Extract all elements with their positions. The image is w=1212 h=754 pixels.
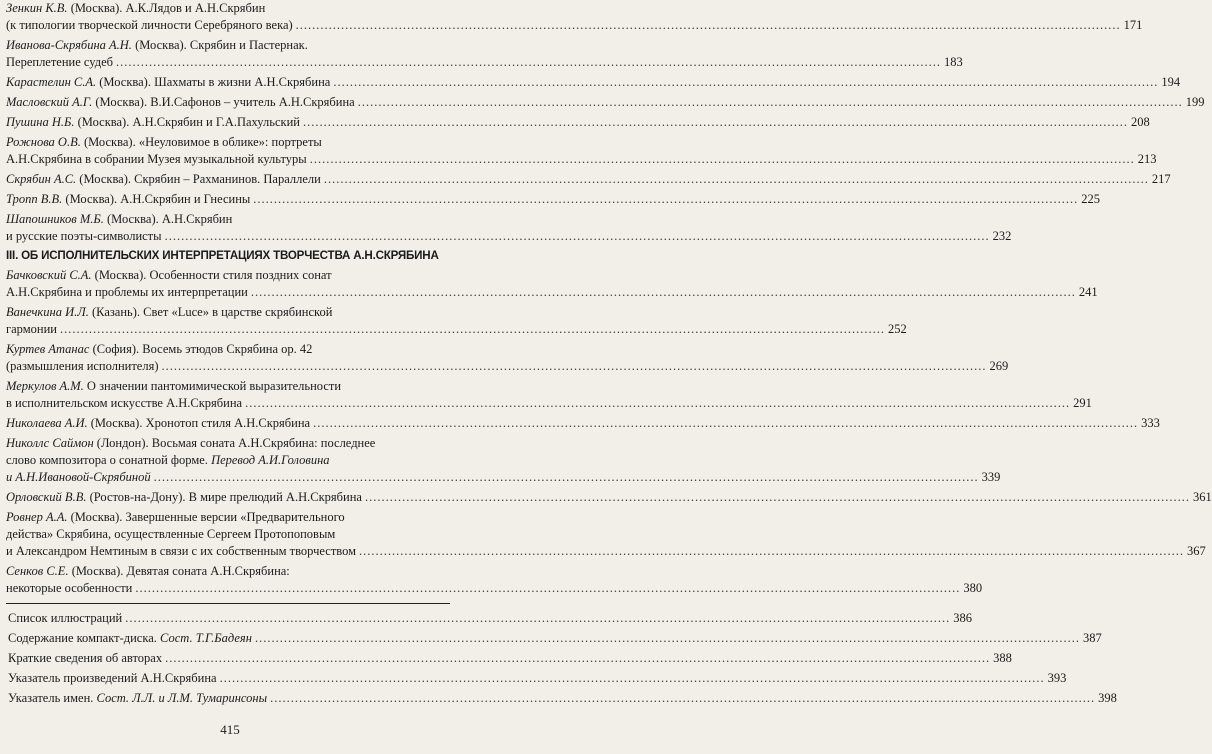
entry-page-number: 199 [1185,95,1205,109]
dot-leader [154,469,979,486]
entry-author: Рожнова О.В. [6,135,81,149]
toc-entry-line [6,284,1098,301]
toc-entry [6,94,1205,111]
toc-entry [6,690,1117,707]
dot-leader [161,358,986,375]
entry-title: (Москва). В.И.Сафонов – учитель А.Н.Скрябина [92,95,355,109]
toc-entry [6,304,907,338]
entry-page-number: 386 [953,611,972,625]
entry-title: (к типологии творческой личности Серебряного века) [6,18,293,32]
toc-entry-line [6,151,1157,168]
toc-entry-line [6,630,1102,647]
section-heading: III. ОБ ИСПОЛНИТЕЛЬСКИХ ИНТЕРПРЕТАЦИЯХ ТВОРЧЕСТВА А.Н.СКРЯБИНА [6,249,439,262]
toc-entry-line [6,469,1001,486]
entry-text [8,630,252,647]
entry-title: Указатель имен. [8,691,97,705]
entry-page-number: 225 [1081,192,1101,206]
entry-author: Скрябин А.С. [6,172,77,186]
toc-entry-line [6,54,963,71]
entry-author: Пушина Н.Б. [6,115,75,129]
entry-title: (София). Восемь этюдов Скрябина ор. 42 [89,342,313,356]
toc-entry-line [6,211,450,228]
entry-title: Содержание компакт-диска. [8,631,161,645]
entry-author: Зенкин К.В. [6,1,68,15]
entry-title: действа» Скрябина, осуществленные Сергеем Протопоповым [6,527,336,541]
entry-author: Николаева А.И. [6,416,88,430]
toc-entry [6,415,1160,432]
entry-text [6,304,332,321]
entry-author: Николлс Саймон [6,436,94,450]
toc-entry-line [6,580,983,597]
toc-entry-line [6,509,450,526]
entry-author: Куртев Атанас [6,342,90,356]
entry-title: и Александром Немтиным в связи с их собственным творчеством [6,544,357,558]
toc-entry [6,114,1150,131]
entry-text [6,17,293,34]
entry-text [6,358,158,375]
toc-entry-line [6,304,450,321]
entry-text [6,74,330,91]
entry-title: (Москва). Особенности стиля поздних сонат [91,268,332,282]
entry-text [6,284,248,301]
entry-title: Переплетение судеб [6,55,114,69]
toc-entry-line [6,526,450,543]
entry-page-number: 367 [1187,544,1206,558]
toc-entry-line [6,341,450,358]
entry-title: (Лондон). Восьмая соната А.Н.Скрябина: последнее [93,436,376,450]
entry-title: (Москва). «Неуловимое в облике»: портреты [80,135,322,149]
entry-title: (Москва). Скрябин – Рахманинов. Параллели [76,172,321,186]
toc-entry-line [6,543,1206,560]
entry-page-number: 380 [963,581,983,595]
entry-text [6,415,310,432]
entry-title: (размышления исполнителя) [6,359,159,373]
entry-text [6,580,132,597]
toc-entry-line [6,358,1009,375]
entry-title: (Москва). Шахматы в жизни А.Н.Скрябина [96,75,331,89]
entry-title: (Москва). А.Н.Скрябин [103,212,233,226]
dot-leader [125,610,950,627]
toc-entry [6,171,1171,188]
entry-title: (Москва). Скрябин и Пастернак. [131,38,308,52]
entry-title: (Москва). Завершенные версии «Предварительного [67,510,345,524]
toc-entry [6,435,1001,486]
toc-entry-line [6,563,450,580]
dot-leader [333,74,1158,91]
entry-text [6,0,265,17]
dot-leader [251,284,1076,301]
entry-author: Меркулов А.М. [6,379,84,393]
entry-text [6,509,345,526]
entry-title: (Ростов-на-Дону). В мире прелюдий А.Н.Скрябина [86,490,362,504]
entry-author: Бачковский С.А. [6,268,92,282]
entry-page-number: 217 [1151,172,1171,186]
entry-text [6,543,356,560]
entry-title: и русские поэты-символисты [6,229,162,243]
entry-text [6,526,335,543]
entry-text [6,452,330,469]
entry-title: (Москва). Девятая соната А.Н.Скрябина: [68,564,290,578]
dot-leader [253,191,1078,208]
entry-text [6,435,375,452]
entry-text [8,610,122,627]
entry-title: О значении пантомимической выразительности [83,379,342,393]
entry-page-number: 398 [1098,691,1117,705]
entry-page-number: 194 [1161,75,1181,89]
toc-entry [6,563,983,597]
toc-entry-line [6,17,1143,34]
toc-entry-line [6,452,450,469]
toc-entry-line [6,378,450,395]
toc-group-authors [6,0,1205,245]
toc-entry [6,0,1143,34]
entry-page-number: 232 [992,229,1012,243]
entry-text [6,191,250,208]
toc-entry-line [6,670,1067,687]
toc-entry-line [6,94,1205,111]
dot-leader [313,415,1138,432]
toc-entry-line [6,228,1012,245]
toc-entry-line [6,0,450,17]
toc-entry [6,211,1012,245]
entry-text [6,563,290,580]
dot-leader [296,17,1121,34]
entry-text [6,114,300,131]
toc-group-interpretations [6,267,1212,597]
entry-page-number: 252 [887,322,907,336]
dot-leader [245,395,1070,412]
entry-text [6,54,113,71]
entry-author: Тропп В.В. [6,192,63,206]
toc-entry [6,134,1157,168]
entry-text [6,341,312,358]
entry-title: (Москва). А.Н.Скрябин и Г.А.Пахульский [74,115,300,129]
entry-page-number: 388 [993,651,1012,665]
entry-title: слово композитора о сонатной форме. [6,453,212,467]
entry-page-number: 333 [1141,416,1160,430]
toc-entry-line [6,191,1101,208]
toc-entry-line [6,171,1171,188]
dot-leader [270,690,1095,707]
entry-text [6,469,151,486]
toc-entry-line [6,395,1092,412]
entry-author: Карастелин С.А. [6,75,97,89]
entry-title: гармонии [6,322,57,336]
toc-entry [6,610,972,627]
toc-entry [6,267,1098,301]
page-number: 415 [220,722,240,737]
entry-page-number: 387 [1082,631,1102,645]
toc-entry-line [6,435,450,452]
dot-leader [358,94,1183,111]
entry-text [6,134,322,151]
entry-author: Шапошников М.Б. [6,212,104,226]
entry-title: (Москва). А.К.Лядов и А.Н.Скрябин [67,1,266,15]
entry-page-number: 361 [1192,490,1212,504]
entry-author: Иванова-Скрябина А.Н. [6,38,132,52]
entry-page-number: 269 [989,359,1009,373]
entry-text [6,151,307,168]
dot-leader [255,630,1080,647]
toc-entry-line [6,415,1160,432]
entry-author: Масловский А.Г. [6,95,93,109]
toc-entry [6,74,1181,91]
entry-page-number: 241 [1078,285,1098,299]
divider [6,603,450,604]
toc-entry [6,509,1206,560]
entry-text [8,690,267,707]
entry-page-number: 208 [1130,115,1150,129]
entry-page-number: 339 [981,470,1001,484]
entry-text [6,171,321,188]
toc-entry [6,489,1212,506]
entry-text [6,267,332,284]
entry-title: Указатель произведений А.Н.Скрябина [8,671,217,685]
entry-author: Орловский В.В. [6,490,87,504]
dot-leader [365,489,1190,506]
entry-text [6,228,162,245]
dot-leader [324,171,1149,188]
toc-entry-line [6,690,1117,707]
entry-page-number: 171 [1123,18,1143,32]
entry-text [8,650,162,667]
entry-page-number: 291 [1073,396,1092,410]
entry-title: в исполнительском искусстве А.Н.Скрябина [6,396,243,410]
dot-leader [310,151,1135,168]
entry-text [6,211,232,228]
entry-author: Ровнер А.А. [6,510,68,524]
toc-entry [6,650,1012,667]
entry-title: А.Н.Скрябина в собрании Музея музыкальной культуры [6,152,307,166]
entry-compiler: Сост. Л.Л. и Л.М. Тумаринсоны [96,691,268,705]
dot-leader [220,670,1045,687]
entry-text [6,395,242,412]
entry-translator: Перевод А.И.Головина [211,453,330,467]
entry-title: некоторые особенности [6,581,133,595]
entry-title: (Москва). Хронотоп стиля А.Н.Скрябина [87,416,311,430]
entry-text [6,378,341,395]
toc-entry-line [6,610,972,627]
dot-leader [359,543,1184,560]
entry-title: Список иллюстраций [8,611,123,625]
entry-page-number: 213 [1137,152,1157,166]
entry-title: (Москва). А.Н.Скрябин и Гнесины [62,192,251,206]
toc-entry-line [6,37,450,54]
entry-text [6,321,57,338]
toc-entry-line [6,489,1212,506]
toc-entry-line [6,650,1012,667]
entry-text [6,489,362,506]
entry-title: Краткие сведения об авторах [8,651,163,665]
dot-leader [165,228,990,245]
entry-text [8,670,217,687]
entry-text [6,37,308,54]
toc-entry-line [6,267,450,284]
dot-leader [165,650,990,667]
toc-entry [6,670,1067,687]
toc-entry-line [6,321,907,338]
dot-leader [60,321,885,338]
entry-page-number: 183 [944,55,963,69]
toc-entry [6,191,1101,208]
toc-entry [6,341,1009,375]
toc-group-appendix [6,610,1117,707]
toc-entry [6,37,963,71]
table-of-contents [6,0,1212,710]
dot-leader [135,580,960,597]
toc-entry [6,378,1092,412]
entry-author: Сенков С.Е. [6,564,69,578]
entry-title: (Казань). Свет «Luce» в царстве скрябинской [88,305,333,319]
entry-author: Ванечкина И.Л. [6,305,89,319]
entry-translator: и А.Н.Ивановой-Скрябиной [6,470,151,484]
entry-compiler: Сост. Т.Г.Бадеян [160,631,252,645]
entry-page-number: 393 [1047,671,1067,685]
dot-leader [303,114,1128,131]
dot-leader [116,54,941,71]
entry-title: А.Н.Скрябина и проблемы их интерпретации [6,285,248,299]
toc-entry-line [6,114,1150,131]
toc-entry [6,630,1102,647]
toc-entry-line [6,74,1181,91]
toc-entry-line [6,134,450,151]
entry-text [6,94,355,111]
